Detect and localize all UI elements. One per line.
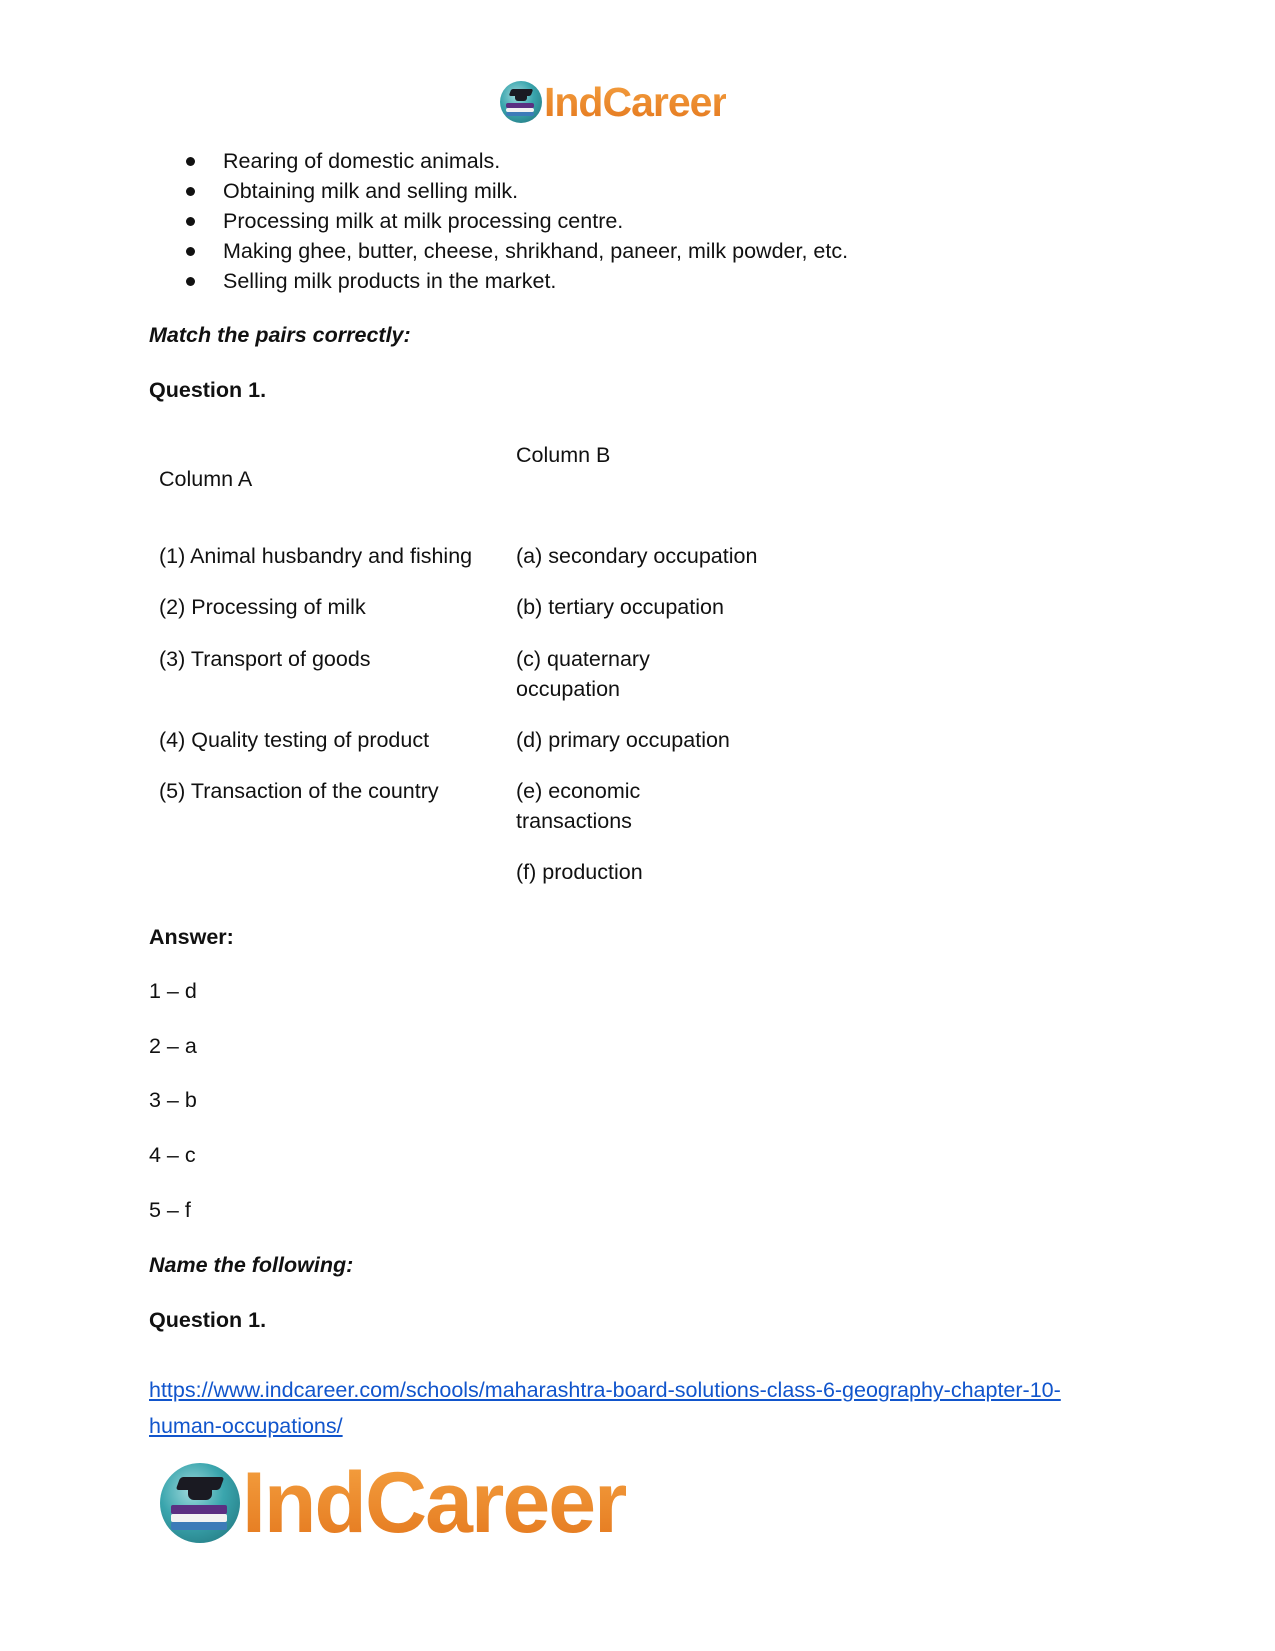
question-label: Question 1. [149, 378, 267, 402]
column-a-header: Column A [159, 467, 253, 491]
list-item: Selling milk products in the market. [186, 266, 848, 296]
bullet-icon [186, 157, 195, 166]
column-a-item: (1) Animal husbandry and fishing [159, 544, 473, 568]
column-b-item: (b) tertiary occupation [516, 595, 724, 619]
answer-item: 3 – b [149, 1088, 197, 1112]
column-b-item-continued: transactions [516, 809, 632, 833]
column-a-item: (5) Transaction of the country [159, 779, 439, 803]
column-a-item: (2) Processing of milk [159, 595, 366, 619]
logo-wordmark: IndCareer [242, 1455, 626, 1551]
list-item: Making ghee, butter, cheese, shrikhand, paneer, milk powder, etc. [186, 236, 848, 266]
answer-item: 2 – a [149, 1034, 197, 1058]
column-b-item: (a) secondary occupation [516, 544, 758, 568]
bullet-icon [186, 277, 195, 286]
column-b-item: (f) production [516, 860, 643, 884]
answer-item: 1 – d [149, 979, 197, 1003]
footer-logo [160, 1455, 626, 1551]
intro-bullet-list [186, 146, 848, 296]
name-heading: Name the following: [149, 1253, 354, 1277]
header-logo [500, 80, 726, 124]
logo-wordmark: IndCareer [544, 79, 727, 125]
source-link-line-1[interactable]: https://www.indcareer.com/schools/maharashtra-board-solutions-class-6-geography-chapter-10- [149, 1378, 1061, 1402]
column-b-item-continued: occupation [516, 677, 620, 701]
bullet-icon [186, 187, 195, 196]
column-a-item: (3) Transport of goods [159, 647, 371, 671]
match-heading: Match the pairs correctly: [149, 323, 411, 347]
graduation-cap-book-icon [500, 81, 542, 123]
graduation-cap-book-icon [160, 1463, 240, 1543]
column-b-header: Column B [516, 443, 611, 467]
bullet-icon [186, 247, 195, 256]
column-b-item: (c) quaternary [516, 647, 650, 671]
answer-label: Answer: [149, 925, 234, 949]
question-label: Question 1. [149, 1308, 267, 1332]
list-item: Processing milk at milk processing centre. [186, 206, 848, 236]
list-item: Rearing of domestic animals. [186, 146, 848, 176]
list-item: Obtaining milk and selling milk. [186, 176, 848, 206]
column-b-item: (d) primary occupation [516, 728, 730, 752]
source-link[interactable] [149, 1372, 1149, 1444]
answer-item: 4 – c [149, 1143, 196, 1167]
source-link-line-2[interactable]: human-occupations/ [149, 1414, 343, 1438]
bullet-icon [186, 217, 195, 226]
column-a-item: (4) Quality testing of product [159, 728, 430, 752]
answer-item: 5 – f [149, 1198, 191, 1222]
column-b-item: (e) economic [516, 779, 641, 803]
